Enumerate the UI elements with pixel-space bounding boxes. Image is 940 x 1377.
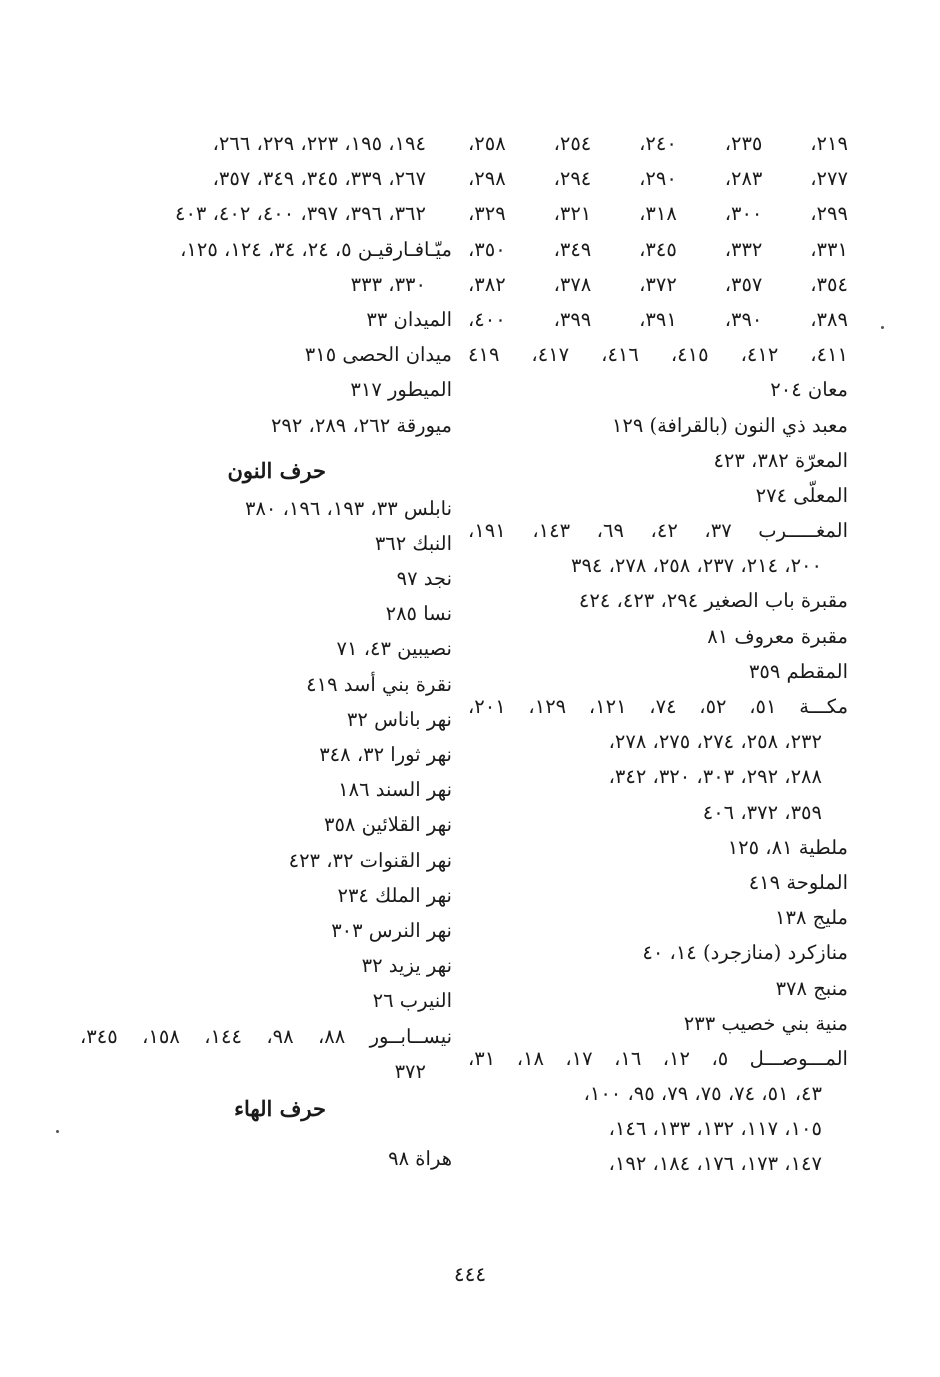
index-entry: نقرة بني أسد ٤١٩: [306, 672, 452, 696]
index-entry: النيرب ٢٦: [372, 989, 452, 1013]
index-line: ٢٩٩، ٣٠٠، ٣١٨، ٣٢١، ٣٢٩،: [468, 202, 848, 226]
index-entry: نهر يزيد ٣٢: [361, 954, 452, 978]
index-entry: منازكرد (منازجرد) ١٤، ٤٠: [642, 941, 848, 965]
index-entry: نسا ٢٨٥: [385, 602, 452, 626]
index-entry: المعلّى ٢٧٤: [755, 483, 848, 507]
index-continuation: ٣٣٠، ٣٣٣: [350, 272, 426, 296]
scan-speck: [881, 326, 884, 329]
index-entry: نهر القلائين ٣٥٨: [323, 813, 452, 837]
index-column-left: [80, 126, 452, 1176]
index-continuation: ٢٦٧، ٣٣٩، ٣٤٥، ٣٤٩، ٣٥٧،: [212, 167, 426, 191]
index-entry: المـــوصـــل ٥، ١٢، ١٦، ١٧، ١٨، ٣١،: [468, 1046, 848, 1070]
index-entry: مليج ١٣٨: [775, 906, 848, 930]
index-line: ٣٥٤، ٣٥٧، ٣٧٢، ٣٧٨، ٣٨٢،: [468, 272, 848, 296]
index-entry: المعرّة ٣٨٢، ٤٢٣: [713, 448, 848, 472]
index-entry: نهر الملك ٢٣٤: [337, 883, 452, 907]
index-entry: نهر النرس ٣٠٣: [331, 918, 452, 942]
index-column-right: [468, 126, 848, 1182]
index-entry: معان ٢٠٤: [770, 378, 848, 402]
index-entry: نجد ٩٧: [396, 567, 452, 591]
index-entry: الميطور ٣١٧: [350, 378, 452, 402]
index-continuation: ١٠٥، ١١٧، ١٣٢، ١٣٣، ١٤٦،: [608, 1117, 822, 1141]
index-entry: المغـــــرب ٣٧، ٤٢، ٦٩، ١٤٣، ١٩١،: [468, 519, 849, 543]
index-entry: هراة ٩٨: [388, 1146, 452, 1170]
index-continuation: ٣٥٩، ٣٧٢، ٤٠٦: [702, 800, 822, 824]
index-continuation: ١٤٧، ١٧٣، ١٧٦، ١٨٤، ١٩٢،: [608, 1152, 822, 1176]
index-line: ٣٨٩، ٣٩٠، ٣٩١، ٣٩٩، ٤٠٠،: [468, 307, 848, 331]
index-entry: ميورقة ٢٦٢، ٢٨٩، ٢٩٢: [270, 413, 452, 437]
index-line: ٣٣١، ٣٣٢، ٣٤٥، ٣٤٩، ٣٥٠،: [468, 237, 848, 261]
index-entry: مقبرة باب الصغير ٢٩٤، ٤٢٣، ٤٢٤: [578, 589, 848, 613]
index-entry: مقبرة معروف ٨١: [707, 624, 848, 648]
page-number: ٤٤٤: [453, 1262, 487, 1286]
section-heading-ha: حرف الهاء: [234, 1095, 326, 1121]
index-entry: معبد ذي النون (بالقرافة) ١٢٩: [611, 413, 848, 437]
index-entry: ميدان الحصى ٣١٥: [304, 343, 452, 367]
index-entry: نهر ثورا ٣٢، ٣٤٨: [319, 743, 452, 766]
index-entry: نصيبين ٤٣، ٧١: [336, 637, 452, 661]
index-entry: نهر باناس ٣٢: [346, 707, 452, 731]
index-continuation: ٤٣، ٥١، ٧٤، ٧٥، ٧٩، ٩٥، ١٠٠،: [583, 1082, 822, 1106]
index-line: ٢٧٧، ٢٨٣، ٢٩٠، ٢٩٤، ٢٩٨،: [468, 167, 848, 191]
index-entry: منية بني خصيب ٢٣٣: [683, 1011, 848, 1035]
index-entry: النبك ٣٦٢: [374, 531, 452, 555]
index-entry: منبج ٣٧٨: [775, 976, 848, 1000]
index-continuation: ٢٣٢، ٢٥٨، ٢٧٤، ٢٧٥، ٢٧٨،: [608, 730, 822, 754]
index-entry: ملطية ٨١، ١٢٥: [727, 835, 848, 859]
index-entry: الملوحة ٤١٩: [748, 870, 848, 894]
section-heading-nun: حرف النون: [227, 457, 326, 483]
index-entry: نهر السند ١٨٦: [338, 778, 452, 802]
index-continuation: ٢٨٨، ٢٩٢، ٣٠٣، ٣٢٠، ٣٤٢،: [608, 765, 822, 789]
index-line: ٢١٩، ٢٣٥، ٢٤٠، ٢٥٤، ٢٥٨،: [468, 132, 848, 155]
scan-speck: [56, 1130, 59, 1133]
index-entry: المقطم ٣٥٩: [748, 659, 848, 683]
index-entry: الميدان ٣٣: [366, 307, 452, 331]
index-entry: نيســابــور ٨٨، ٩٨، ١٤٤، ١٥٨، ٣٤٥،: [80, 1024, 453, 1048]
index-continuation: ١٩٤، ١٩٥، ٢٢٣، ٢٢٩، ٢٦٦،: [212, 132, 426, 155]
index-entry: مكـــة ٥١، ٥٢، ٧٤، ١٢١، ١٢٩، ٢٠١،: [468, 695, 849, 718]
index-continuation: ٣٦٢، ٣٩٦، ٣٩٧، ٤٠٠، ٤٠٢، ٤٠٣: [174, 202, 426, 226]
index-entry: نابلس ٣٣، ١٩٣، ١٩٦، ٣٨٠: [244, 496, 452, 520]
index-entry: ميّـافـارقيـن ٥، ٢٤، ٣٤، ١٢٤، ١٢٥،: [180, 237, 452, 261]
index-continuation: ٣٧٢: [394, 1059, 426, 1083]
index-continuation: ٢٠٠، ٢١٤، ٢٣٧، ٢٥٨، ٢٧٨، ٣٩٤: [570, 554, 822, 578]
index-entry: نهر القنوات ٣٢، ٤٢٣: [288, 848, 452, 872]
index-line: ٤١١، ٤١٢، ٤١٥، ٤١٦، ٤١٧، ٤١٩: [468, 343, 849, 367]
